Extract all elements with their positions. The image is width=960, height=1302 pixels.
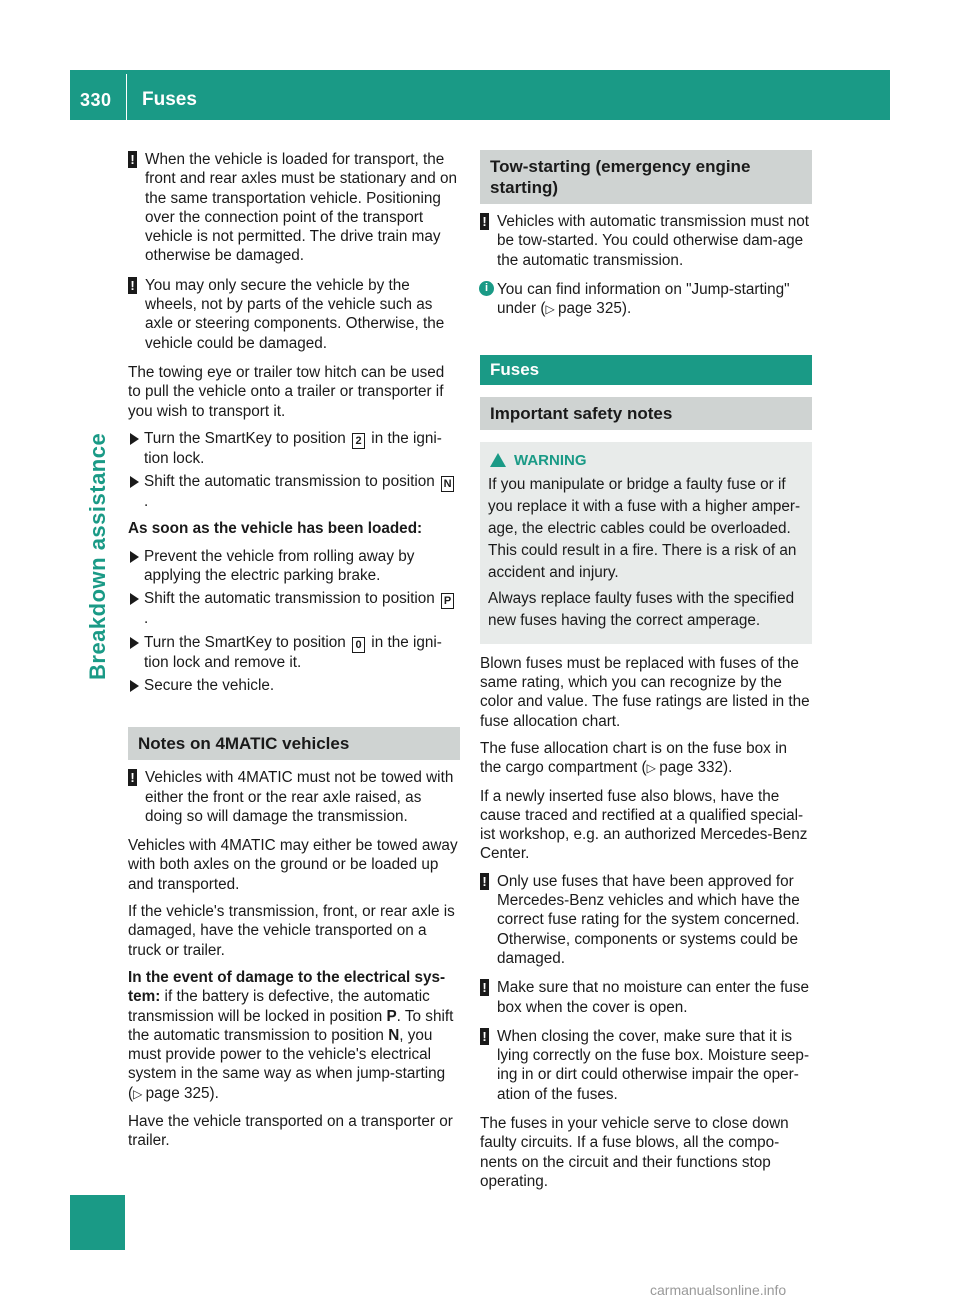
warning-text: Always replace faulty fuses with the specified new fuses having the correct amperage. [488,589,795,629]
arrow-right-icon [130,476,139,488]
left-column [128,150,460,1159]
caution-note: ! You may only secure the vehicle by the wheels, not by parts of the vehicle such as axle or steering components. Otherwise, the vehicle could be damaged. [128,276,460,353]
caution-note: ! Vehicles with 4MATIC must not be towed with either the front or the rear axle raised, as doing so will damage the transmission. [128,768,460,826]
gear-position-symbol: P [441,593,454,609]
instruction-step: Turn the SmartKey to position 0 in the igni-tion lock and remove it. [128,633,460,672]
paragraph: If a newly inserted fuse also blows, have the cause traced and rectified at a qualified special-ist workshop, e.g. an authorized Mercedes-Benz Center. [480,787,808,863]
paragraph: Vehicles with 4MATIC may either be towed away with both axles on the ground or be loaded up and transported. [128,837,458,893]
page-title: Fuses [142,89,197,110]
page-ref-triangle-icon: ▷ [545,302,559,317]
page-ref-triangle-icon: ▷ [133,1086,146,1101]
warning-box [480,442,812,644]
section-heading-tow-starting: Tow-starting (emergency engine starting) [480,150,812,204]
paragraph: In the event of damage to the electrical sys-tem: if the battery is defective, the automatic transmission will be locked in position P. To shift the automatic transmission to position N, you must provide power to the vehicle's electrical system in the same way as when jump-starting (▷ page 325). [128,968,454,1102]
warning-triangle-icon [490,453,506,467]
arrow-right-icon [130,551,139,563]
caution-note: ! When the vehicle is loaded for transport, the front and rear axles must be stationary and on the same transportation vehicle. Positioning over the connection point of the transport vehicle is not permitted. The drive train may otherwise be damaged. [128,150,460,266]
paragraph: Have the vehicle transported on a transporter or trailer. [128,1112,453,1150]
page-reference-link[interactable]: page 325 [145,1084,210,1102]
section-heading-safety: Important safety notes [480,397,812,430]
paragraph: Blown fuses must be replaced with fuses of the same rating, which you can recognize by the color and value. The fuse ratings are listed in the fuse allocation chart. [480,654,810,730]
header-divider [126,74,127,120]
warning-title: WARNING [488,450,804,472]
right-column [480,150,812,1199]
exclamation-icon: ! [128,151,137,168]
paragraph: The fuse allocation chart is on the fuse box in the cargo compartment (▷ page 332). [480,739,787,777]
instruction-step: Prevent the vehicle from rolling away by applying the electric parking brake. [128,547,460,586]
chapter-side-label: Breakdown assistance [85,432,110,680]
exclamation-icon: ! [128,769,137,786]
page-number: 330 [80,90,112,110]
watermark: carmanualsonline.info [650,1282,787,1298]
exclamation-icon: ! [480,1028,489,1045]
position-key-symbol: 2 [352,433,365,449]
arrow-right-icon [130,433,139,445]
exclamation-icon: ! [128,277,137,294]
page-ref-triangle-icon: ▷ [646,761,660,776]
arrow-right-icon [130,593,139,605]
paragraph: The towing eye or trailer tow hitch can be used to pull the vehicle onto a trailer or transporter if you wish to transport it. [128,363,445,420]
caution-note: ! When closing the cover, make sure that it is lying correctly on the fuse box. Moisture seep-ing in or dirt could otherwise impair the oper-ation of the fuses. [480,1027,812,1104]
instruction-step: Turn the SmartKey to position 2 in the igni-tion lock. [128,429,460,468]
caution-note: ! Only use fuses that have been approved for Mercedes-Benz vehicles and which have the correct fuse rating for the system concerned. Otherwise, components or systems could be damaged. [480,872,812,968]
chapter-side-marker [70,1195,125,1250]
position-key-symbol: 0 [352,637,365,653]
instruction-step: Shift the automatic transmission to position N. [128,472,460,511]
arrow-right-icon [130,637,139,649]
section-heading-4matic: Notes on 4MATIC vehicles [128,727,460,760]
instruction-step: Shift the automatic transmission to position P. [128,589,460,628]
paragraph: The fuses in your vehicle serve to close down faulty circuits. If a fuse blows, all the compo-nents on the circuit and their functions stop operating. [480,1115,789,1190]
caution-note: ! Make sure that no moisture can enter the fuse box when the cover is open. [480,978,812,1017]
exclamation-icon: ! [480,979,489,996]
section-heading-fuses: Fuses [480,355,812,384]
info-icon: i [479,281,494,296]
instruction-step: Secure the vehicle. [128,676,460,695]
page-reference-link[interactable]: page 332 [659,759,724,777]
arrow-right-icon [130,680,139,692]
exclamation-icon: ! [480,213,489,230]
paragraph: If the vehicle's transmission, front, or rear axle is damaged, have the vehicle transported on a truck or trailer. [128,903,455,959]
subheading: As soon as the vehicle has been loaded: [128,520,423,538]
gear-position-symbol: N [441,476,454,492]
page-reference-link[interactable]: page 325 [558,300,622,318]
warning-text: If you manipulate or bridge a faulty fuse or if you replace it with a fuse with a higher amper-age, the electric cables could be overloaded. This could result in a fire. There is a risk of an accident and injury. [488,475,801,581]
info-note: i You can find information on "Jump-starting" under (▷ page 325). [480,280,812,320]
exclamation-icon: ! [480,873,489,890]
caution-note: ! Vehicles with automatic transmission must not be tow-started. You could otherwise dam-age the automatic transmission. [480,212,812,270]
